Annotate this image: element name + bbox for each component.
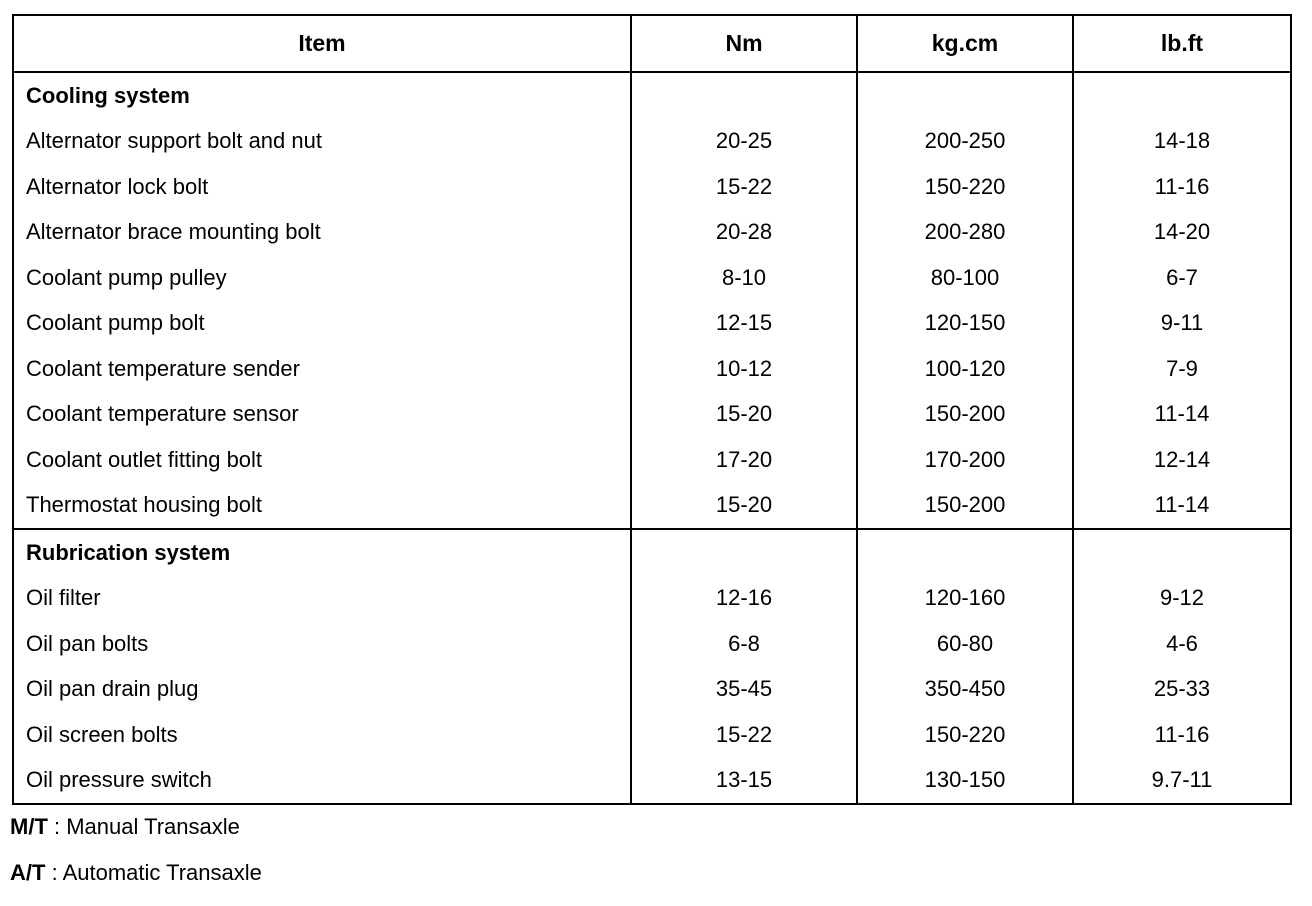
header-item: Item: [13, 15, 631, 72]
item-name: Alternator lock bolt: [13, 164, 631, 210]
value-lbft: 25-33: [1073, 667, 1291, 713]
value-lbft: 12-14: [1073, 437, 1291, 483]
value-nm: 17-20: [631, 437, 857, 483]
item-name: Oil pressure switch: [13, 758, 631, 805]
value-lbft: 14-20: [1073, 210, 1291, 256]
footnote-text: Automatic Transaxle: [62, 860, 262, 885]
value-kgcm: 170-200: [857, 437, 1073, 483]
footnote-separator: :: [47, 814, 67, 839]
value-nm: 15-20: [631, 392, 857, 438]
value-nm: 8-10: [631, 255, 857, 301]
value-kgcm: 200-250: [857, 119, 1073, 165]
torque-spec-table: [12, 14, 1292, 805]
value-kgcm: 150-200: [857, 483, 1073, 530]
value-kgcm: 80-100: [857, 255, 1073, 301]
value-kgcm: 150-220: [857, 712, 1073, 758]
value-nm: 6-8: [631, 621, 857, 667]
section-rubrication-system: [13, 529, 1291, 804]
item-name: Oil filter: [13, 576, 631, 622]
value-kgcm: 120-160: [857, 576, 1073, 622]
value-lbft: 9-12: [1073, 576, 1291, 622]
table-row: [13, 210, 1291, 256]
value-lbft: 11-14: [1073, 483, 1291, 530]
value-nm: 13-15: [631, 758, 857, 805]
item-name: Thermostat housing bolt: [13, 483, 631, 530]
torque-spec-table-wrapper: [12, 14, 1290, 805]
footnote-separator: :: [45, 860, 63, 885]
item-name: Coolant pump bolt: [13, 301, 631, 347]
value-kgcm: 150-220: [857, 164, 1073, 210]
footnotes: [10, 810, 262, 902]
value-nm: 10-12: [631, 346, 857, 392]
table-row: [13, 392, 1291, 438]
value-kgcm: 100-120: [857, 346, 1073, 392]
section-cooling-system: [13, 72, 1291, 529]
table-row: [13, 164, 1291, 210]
value-nm: 15-22: [631, 164, 857, 210]
empty-cell: [631, 72, 857, 119]
empty-cell: [1073, 72, 1291, 119]
table-row: [13, 576, 1291, 622]
section-title-row: [13, 529, 1291, 576]
value-lbft: 11-16: [1073, 712, 1291, 758]
table-row: [13, 119, 1291, 165]
value-lbft: 14-18: [1073, 119, 1291, 165]
table-row: [13, 346, 1291, 392]
value-kgcm: 120-150: [857, 301, 1073, 347]
footnote-mt: [10, 810, 262, 856]
table-row: [13, 621, 1291, 667]
footnote-at: [10, 856, 262, 902]
item-name: Oil pan bolts: [13, 621, 631, 667]
value-lbft: 9-11: [1073, 301, 1291, 347]
header-nm: Nm: [631, 15, 857, 72]
table-row: [13, 758, 1291, 805]
footnote-text: Manual Transaxle: [66, 814, 240, 839]
empty-cell: [631, 529, 857, 576]
table-row: [13, 301, 1291, 347]
item-name: Alternator support bolt and nut: [13, 119, 631, 165]
header-kgcm: kg.cm: [857, 15, 1073, 72]
item-name: Oil pan drain plug: [13, 667, 631, 713]
value-nm: 35-45: [631, 667, 857, 713]
item-name: Coolant temperature sender: [13, 346, 631, 392]
value-lbft: 4-6: [1073, 621, 1291, 667]
item-name: Oil screen bolts: [13, 712, 631, 758]
value-nm: 15-22: [631, 712, 857, 758]
value-lbft: 6-7: [1073, 255, 1291, 301]
value-nm: 20-28: [631, 210, 857, 256]
empty-cell: [1073, 529, 1291, 576]
table-row: [13, 712, 1291, 758]
section-title: Cooling system: [13, 72, 631, 119]
value-lbft: 11-16: [1073, 164, 1291, 210]
item-name: Alternator brace mounting bolt: [13, 210, 631, 256]
value-kgcm: 60-80: [857, 621, 1073, 667]
value-nm: 15-20: [631, 483, 857, 530]
item-name: Coolant temperature sensor: [13, 392, 631, 438]
section-title: Rubrication system: [13, 529, 631, 576]
footnote-key: M/T: [10, 814, 48, 839]
value-kgcm: 200-280: [857, 210, 1073, 256]
value-nm: 12-15: [631, 301, 857, 347]
value-nm: 12-16: [631, 576, 857, 622]
table-header-row: [13, 15, 1291, 72]
value-lbft: 7-9: [1073, 346, 1291, 392]
empty-cell: [857, 72, 1073, 119]
value-nm: 20-25: [631, 119, 857, 165]
value-kgcm: 130-150: [857, 758, 1073, 805]
table-row: [13, 667, 1291, 713]
value-lbft: 9.7-11: [1073, 758, 1291, 805]
footnote-key: A/T: [10, 860, 46, 885]
item-name: Coolant pump pulley: [13, 255, 631, 301]
table-row: [13, 437, 1291, 483]
section-title-row: [13, 72, 1291, 119]
table-row: [13, 255, 1291, 301]
item-name: Coolant outlet fitting bolt: [13, 437, 631, 483]
header-lbft: lb.ft: [1073, 15, 1291, 72]
value-lbft: 11-14: [1073, 392, 1291, 438]
value-kgcm: 350-450: [857, 667, 1073, 713]
empty-cell: [857, 529, 1073, 576]
value-kgcm: 150-200: [857, 392, 1073, 438]
table-row: [13, 483, 1291, 530]
